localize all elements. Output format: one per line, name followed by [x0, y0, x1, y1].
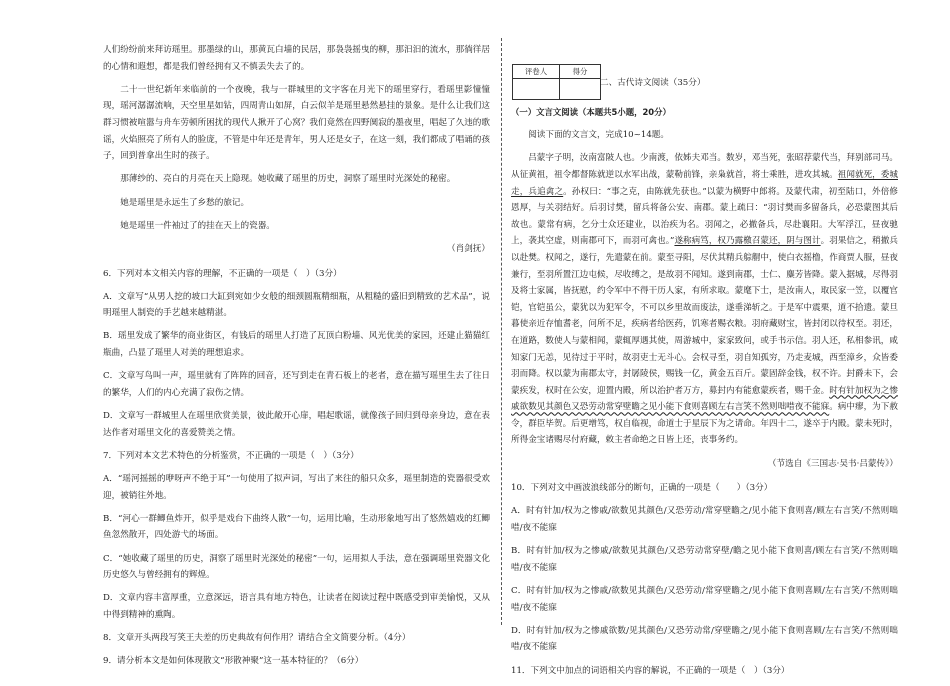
option-c: C．时有针加/权为之惨戚/欲数见其颜色/又恐劳动/常穿壁瞻之/见小能下食则喜顾/左右言笑/不然则咄唶/夜不能寐	[511, 586, 898, 613]
option-b: B．“河心一群鲫鱼炸开，似乎是戏台下曲终人散”一句，运用比喻，生动形象地写出了悠然嬉戏的红鲫鱼忽然散开，四处游弋的场面。	[103, 513, 490, 541]
score-table-score-cell[interactable]	[560, 79, 601, 100]
instruction: 阅读下面的文言文，完成10~14题。	[528, 130, 669, 141]
option-d: D．文章写一群城里人在瑶里欣赏美景，彼此敞开心扉，唱起歌谣，就像孩子回归到母亲身边，意在表达作者对瑶里文化的喜爱赞美之情。	[103, 411, 490, 438]
question-9: 9．请分析本文是如何体现散文“形散神聚”这一基本特征的？（6分）	[103, 656, 364, 667]
score-table-grader-cell[interactable]	[513, 79, 560, 100]
passage-paragraph: 那薄纱的、亮白的月亮在天上隐现。她收藏了瑶里的历史，洞察了瑶里时光深处的秘密。	[120, 174, 456, 185]
option-b: B．时有针加/权为之惨戚/欲数见其颜色/又恐劳动常穿壁/瞻之见小能下食则喜/顾左右言笑/不然则咄唶/夜不能寐	[511, 546, 898, 573]
passage-paragraph: 她是瑶里是永远生了乡愁的旅记。	[120, 197, 250, 208]
column-divider	[501, 38, 502, 625]
question-stem: 10．下列对文中画波浪线部分的断句，正确的一项是（ ）（3分）	[511, 483, 773, 494]
question-stem: 6．下列对本文相关内容的理解，不正确的一项是（ ）（3分）	[103, 268, 342, 279]
underlined-sentence: 遂称病笃，权乃露檄召蒙还，阴与图计	[674, 236, 821, 247]
author-credit: （肖剑抚）	[447, 243, 490, 254]
option-a: A．文章写“从男人挖的坡口大缸到宛如少女般的细颈圆瓶精细瓶，从粗糙的盛旧到精致的艺术品”，说明瑶里人制瓷的手艺越来越精湛。	[103, 291, 490, 319]
underlined-sentence: 祖闻就死，委城走，兵追禽之	[511, 169, 898, 197]
question-6	[103, 266, 490, 442]
question-11: 11．下列文中加点的词语相关内容的解说，不正确的一项是（ ）（3分）	[511, 665, 790, 676]
section-title: 二、古代诗文阅读（35分）	[600, 78, 706, 88]
option-a: A．时有针加/权为之惨戚/欲数见其颜色/又恐劳动/常穿壁瞻之/见小能下食则喜/顾左右言笑/不然则咄唶/夜不能寐	[511, 506, 898, 534]
question-10	[511, 480, 898, 656]
right-column	[511, 104, 898, 686]
left-column	[103, 42, 490, 677]
passage-source: （节选自《三国志·吴书·吕蒙传》）	[767, 458, 898, 469]
passage-text: 。孙权曰：“事之克，由陈就先获也。”以蒙为横野中郎将。及蒙代肃，初至陆口，外倍修恩厚，与关羽结好。后羽讨樊，留兵将备公安、南郡。蒙上疏曰：“羽讨樊而多留备兵，必恐蒙图其后故也。蒙常有病，乞分士众还建业，以治疾为名。羽闻之，必撤备兵，尽赴襄阳。大军浮江，昼夜驰上，袭其空虚，则南郡可下，而羽可禽也。”	[511, 186, 898, 247]
question-8: 8．文章开头两段写笑王夫差的历史典故有何作用？请结合全文简要分析。（4分）	[103, 633, 411, 644]
wavy-underlined-sentence: 时有针加权为之惨戚欲数见其颜色又恐劳动常穿壁瞻之见小能下食则喜顾左右言笑不然则咄唶夜不能寐	[511, 385, 898, 413]
passage-paragraph: 二十一世纪新年来临前的一个夜晚，我与一群城里的文字客在月光下的瑶里穿行，看瑶里影憧憧现，瑶河潺潺流响，天空里星如钻，四周青山如屏，白云似羊是瑶里悬然悬挂的景象。是什么让我们这群习惯被喧嚣与舟车劳顿所困扰的现代人揪开了心窝？我们竟然在四野阒寂的墨夜里，唱起了久违的歌谣，火焰照亮了所有人的脸庞，不管是中年还是青年，男人还是女子，在这一刻，我们都成了唱诵的孩子，回到普拿出生时的孩子。	[103, 84, 490, 162]
score-table	[512, 64, 601, 100]
option-c: C．文章写鸟叫一声，瑶里就有了阵阵的回音，还写到走在青石板上的老者，意在描写瑶里生去了往日的繁华，人们的内心充满了寂伤之情。	[103, 371, 490, 398]
classical-passage	[511, 150, 898, 449]
question-stem: 7．下列对本文艺术特色的分析鉴赏，不正确的一项是（ ）（3分）	[103, 450, 359, 461]
option-d: D．文章内容丰富厚重，立意深远，语言具有地方特色，让读者在阅读过程中既感受到审美愉悦，又从中得到精神的熏陶。	[103, 593, 490, 620]
option-d: D．时有针加/权为之惨戚欲数/见其颜色/又恐劳动常/穿壁瞻之/见小能下食则喜顾/左右言笑/不然则咄唶/夜不能寐	[511, 625, 898, 653]
score-table-grader-label: 评卷人	[513, 65, 560, 79]
passage-text: 吕蒙字子明，汝南富陂人也。少南渡，依姊夫邓当。数岁，邓当死，张昭荐蒙代当，拜别部司马。从征黄祖，祖令都督陈就逆以水军出战，蒙勒前锋，亲枭就首，将士乘胜，进攻其城。	[511, 153, 898, 180]
option-a: A．“瑶河摇摇的咿呀声不绝于耳”一句使用了拟声词，写出了来往的船只众多，瑶里制造的瓷器很受欢迎，被销往外地。	[103, 474, 490, 501]
option-b: B．瑶里发成了繁华的商业街区，有钱后的瑶里人打造了瓦顶白粉墙、风光优美的家园，还建止猫猫红瓶曲，凸显了瑶里人对美的理想追求。	[103, 331, 490, 359]
option-c: C．“她收藏了瑶里的历史，洞察了瑶里时光深处的秘密”一句，运用拟人手法，意在强调瑶里瓷器文化历史悠久与曾经拥有的辉煌。	[103, 553, 490, 581]
passage-paragraph: 她是瑶里一件袖过了的挂在天上的瓷器。	[120, 220, 275, 231]
question-7	[103, 448, 490, 624]
passage-text: 。羽果信之，稍撤兵以赴樊。权闻之，遂行，先遣蒙在前。蒙至寻阳，尽伏其精兵䑸䑵中，使白衣摇橹，作商贾人服，昼夜兼行，至羽所置江边屯候，尽收缚之，是故羽不闻知。遂到南郡，士仁、麋芳皆降。蒙入据城，尽得羽及将士家属，皆抚慰，约令军中不得干历人家，有所求取。蒙麾下士，是汝南人，取民家一笠，以覆官铠，官铠虽公，蒙犹以为犯军令，不可以乡里故而废法，遂垂涕斩之。于是军中震栗，道不拾遗。蒙旦暮使亲近存恤耆老，问所不足，疾病者给医药，饥寒者赐衣粮。羽府藏财宝，皆封闭以待权至。羽还，在道路，数使人与蒙相闻，蒙辄厚遇其使，周游城中，家家致问，或手书示信。羽人还，私相参讯，咸知家门无恙，见待过于平时，故羽吏士无斗心。会权寻至，羽自知孤穷，乃走麦城，西至漳乡，众皆委羽而降。权以蒙为南郡太守，封孱陵侯，赐钱一亿，黄金五百斤。蒙固辞金钱，权不许。封爵未下，会蒙疾发，权时在公安，迎置内殿，所以治护者万方，募封内有能愈蒙疾者，赐千金。	[511, 236, 898, 396]
passage-text: 。病中瘳，为下赦令，群臣毕贺。后更增笃，权自临视，命道士于星辰下为之请命。年四十二，遂卒于内殿。蒙未死时，所得金宝诸赐尽付府藏，敕主者命绝之日皆上还，丧事务约。	[511, 402, 898, 446]
passage-paragraph: 人们纷纷前来拜访瑶里。那墨绿的山，那黄瓦白墙的民居，那袅袅摇曳的柳，那汩汩的流水，那徜徉居的心情和遐想，都是我们曾经拥有又不慎丢失去了的。	[103, 45, 490, 72]
score-table-score-label: 得分	[560, 65, 601, 79]
sub-title: （一）文言文阅读（本题共5小题，20分）	[511, 107, 671, 117]
